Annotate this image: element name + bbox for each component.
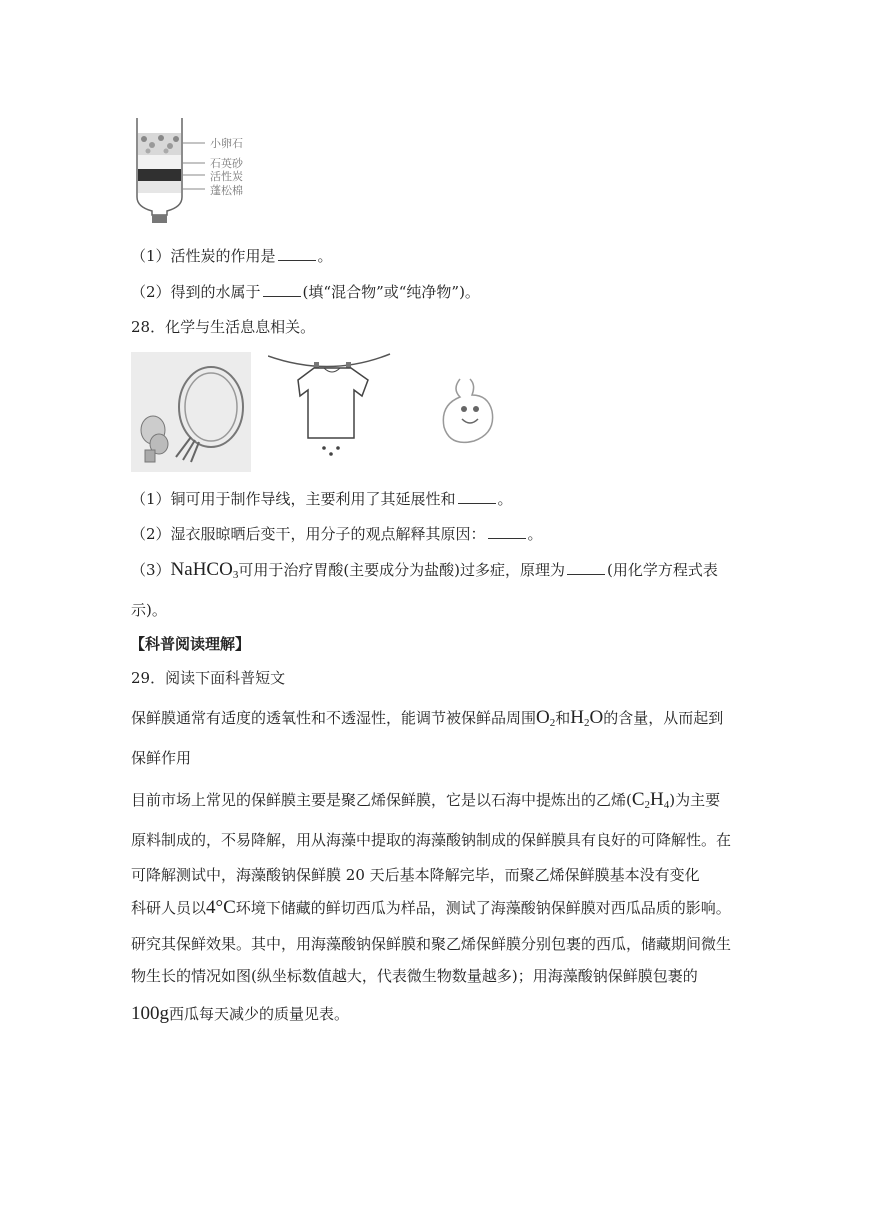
filter-label-cotton: 蓬松棉 <box>210 184 243 197</box>
filter-label-quartz-sand: 石英砂 <box>210 157 243 170</box>
q28-title: 28．化学与生活息息相关。 <box>131 318 316 336</box>
formula-c2h4: $C_2H_4$ <box>631 789 670 811</box>
q28-part3-text: 可用于治疗胃酸(主要成分为盐酸)过多症，原理为 <box>238 561 566 579</box>
q27-part2-end: (填“混合物”或“纯净物”)。 <box>302 283 480 301</box>
q29-para2-line2: 原料制成的，不易降解，用从海藻中提取的海藻酸钠制成的保鲜膜具有良好的可降解性。在 <box>131 831 732 849</box>
q29-para3-line3: 物生长的情况如图(纵坐标数值越大，代表微生物数量越多)；用海藻酸钠保鲜膜包裹的 <box>131 967 698 985</box>
formula-o2: $O_2$ <box>536 707 556 729</box>
filter-label-pebble: 小卵石 <box>210 137 243 150</box>
formula-h2o: $H_2O$ <box>570 707 604 729</box>
q28-part2-text: （2）湿衣服晾晒后变干，用分子的观点解释其原因： <box>131 525 486 543</box>
q27-part2 <box>131 282 480 302</box>
copper-wire-drawing <box>131 352 251 472</box>
q28-part3-prefix: （3） <box>131 561 171 579</box>
q28-part2-end: 。 <box>527 525 543 543</box>
q28-part1-text: （1）铜可用于制作导线，主要利用了其延展性和 <box>131 490 456 508</box>
q29-para2-line1 <box>131 790 720 815</box>
q29-para3-line1 <box>131 898 731 918</box>
stomach-cartoon-image <box>430 375 510 450</box>
para-text: 环境下储藏的鲜切西瓜为样品，测试了海藻酸钠保鲜膜对西瓜品质的影响。 <box>235 899 731 917</box>
q28-part1-end: 。 <box>497 490 513 508</box>
para-text: 保鲜膜通常有适度的透氧性和不透湿性，能调节被保鲜品周围 <box>131 709 537 727</box>
para-text: 目前市场上常见的保鲜膜主要是聚乙烯保鲜膜，它是以石海中提炼出的乙烯( <box>131 791 632 809</box>
q28-part3-end: (用化学方程式表 <box>607 561 718 579</box>
filter-label-activated-carbon: 活性炭 <box>210 170 243 183</box>
drying-clothes-drawing <box>268 350 393 465</box>
answer-blank[interactable] <box>488 524 526 539</box>
para-text: )为主要 <box>669 791 721 809</box>
q28-part3 <box>131 560 718 585</box>
answer-blank[interactable] <box>567 560 605 575</box>
q29-para1-line1 <box>131 708 723 733</box>
drying-clothes-image <box>268 350 393 465</box>
para-text: 和 <box>555 709 571 727</box>
stomach-cartoon-drawing <box>430 375 510 450</box>
q29-para1-line2: 保鲜作用 <box>131 749 192 767</box>
q28-part2 <box>131 524 543 544</box>
answer-blank[interactable] <box>278 246 316 261</box>
section-heading: 【科普阅读理解】 <box>130 635 251 653</box>
q29-title: 29．阅读下面科普短文 <box>131 669 286 687</box>
q28-part1 <box>131 489 513 509</box>
answer-blank[interactable] <box>263 282 301 297</box>
q29-para3-line4 <box>131 1004 349 1024</box>
para-text: 西瓜每天减少的质量见表。 <box>169 1005 350 1023</box>
water-filter-figure <box>130 115 270 235</box>
q27-part1 <box>131 246 333 266</box>
answer-blank[interactable] <box>458 489 496 504</box>
formula-nahco3: NaHCO$_3$ <box>170 559 239 581</box>
temperature-value: 4°C <box>206 897 236 918</box>
copper-wire-image <box>131 352 251 472</box>
q27-part1-text: （1）活性炭的作用是 <box>131 247 276 265</box>
mass-value: 100g <box>131 1003 169 1024</box>
para-text: 的含量，从而起到 <box>603 709 724 727</box>
q29-para3-line2: 研究其保鲜效果。其中，用海藻酸钠保鲜膜和聚乙烯保鲜膜分别包裹的西瓜，储藏期间微生 <box>131 935 732 953</box>
filter-drawing <box>130 115 270 235</box>
q27-part1-end: 。 <box>317 247 333 265</box>
q29-para2-line3: 可降解测试中，海藻酸钠保鲜膜 20 天后基本降解完毕，而聚乙烯保鲜膜基本没有变化 <box>131 866 700 884</box>
q27-part2-text: （2）得到的水属于 <box>131 283 261 301</box>
q28-part3-continued: 示)。 <box>131 601 167 619</box>
para-text: 科研人员以 <box>131 899 207 917</box>
